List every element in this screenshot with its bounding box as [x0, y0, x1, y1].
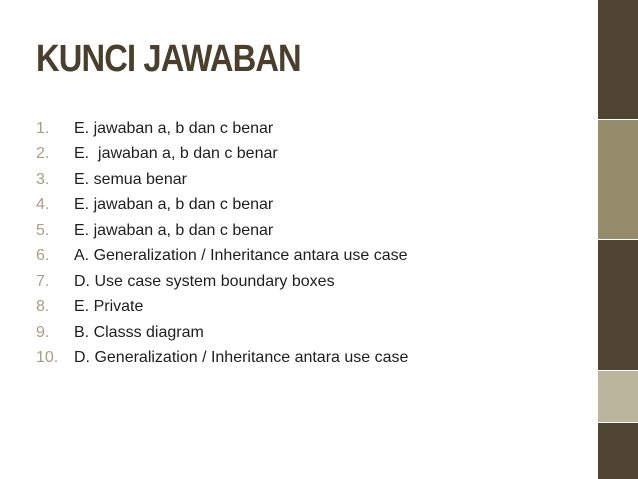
answer-list: [36, 116, 408, 371]
slide-title: KUNCI JAWABAN: [36, 38, 301, 80]
list-item: [36, 193, 408, 219]
item-text: E. jawaban a, b dan c benar: [74, 196, 274, 214]
item-text: D. Generalization / Inheritance antara use case: [74, 349, 409, 367]
side-bar-block: [598, 240, 638, 371]
item-text: A. Generalization / Inheritance antara use case: [74, 247, 408, 265]
side-bar-block: [598, 423, 638, 479]
item-number: 5.: [36, 221, 50, 239]
item-text: E. Private: [74, 298, 144, 316]
list-item: [36, 346, 408, 372]
list-item: [36, 142, 408, 168]
item-number: 6.: [36, 247, 50, 265]
list-item: [36, 167, 408, 193]
item-number: 4.: [36, 196, 50, 214]
list-item: [36, 269, 408, 295]
item-text: B. Classs diagram: [74, 323, 204, 341]
list-item: [36, 116, 408, 142]
list-item: [36, 244, 408, 270]
item-number: 8.: [36, 298, 50, 316]
side-bar-block: [598, 0, 638, 120]
list-item: [36, 218, 408, 244]
side-bar-block: [598, 120, 638, 240]
list-item: [36, 320, 408, 346]
side-bar-block: [598, 371, 638, 423]
item-number: 7.: [36, 272, 50, 290]
item-number: 10.: [36, 349, 59, 367]
item-number: 1.: [36, 119, 50, 137]
item-number: 2.: [36, 145, 50, 163]
item-number: 9.: [36, 323, 50, 341]
item-number: 3.: [36, 170, 50, 188]
decorative-side-bar: [598, 0, 638, 479]
item-text: E. jawaban a, b dan c benar: [74, 145, 278, 163]
item-text: D. Use case system boundary boxes: [74, 272, 335, 290]
list-item: [36, 295, 408, 321]
item-text: E. jawaban a, b dan c benar: [74, 119, 274, 137]
item-text: E. jawaban a, b dan c benar: [74, 221, 274, 239]
item-text: E. semua benar: [74, 170, 187, 188]
